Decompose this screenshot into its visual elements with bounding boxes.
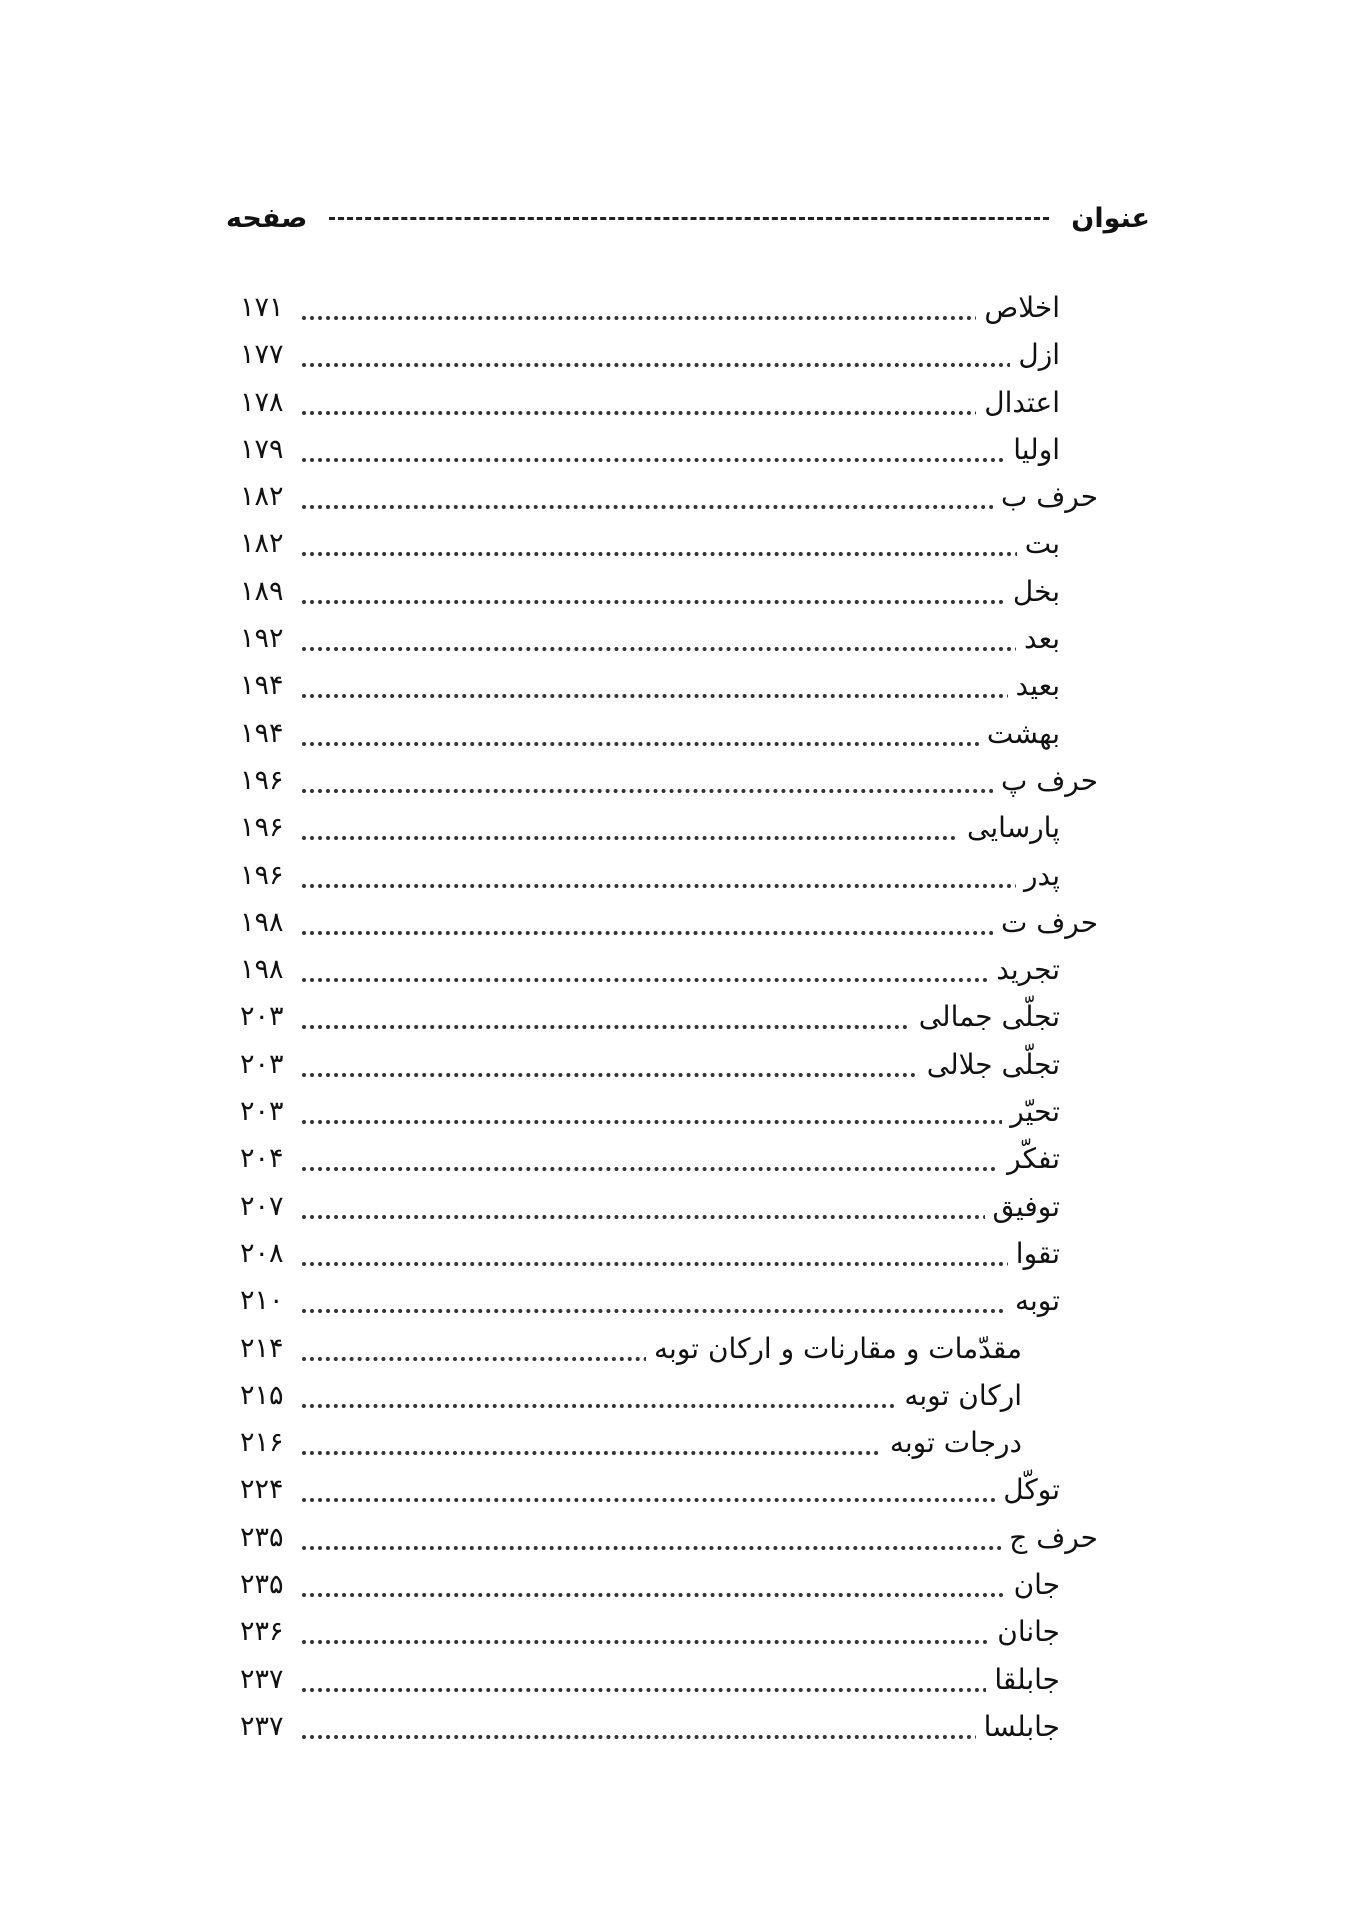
dot-leader — [302, 1167, 1060, 1171]
toc-entry-row[interactable] — [0, 1421, 1370, 1468]
toc-entry-title: پدر — [1016, 856, 1060, 896]
dot-leader — [302, 1309, 1060, 1313]
toc-page-number: ۲۰۳ — [240, 1001, 284, 1033]
dot-leader — [302, 411, 1060, 415]
toc-entry-title: بت — [1017, 524, 1060, 564]
toc-entry-title: حرف ب — [993, 477, 1098, 517]
toc-entry-title: حرف ت — [993, 903, 1098, 943]
toc-entry-title: توبه — [1007, 1281, 1060, 1321]
dot-leader — [302, 884, 1060, 888]
toc-entry-title: پارسایی — [959, 808, 1060, 848]
toc-entry-title: تجرید — [988, 950, 1060, 990]
toc-entry-title: تحیّر — [1002, 1092, 1060, 1132]
toc-entry-row[interactable] — [0, 570, 1370, 617]
toc-entry-title: جانان — [989, 1612, 1060, 1652]
toc-header — [226, 200, 1150, 236]
toc-page-number: ۲۱۶ — [240, 1427, 284, 1459]
toc-entry-title: بخل — [1005, 572, 1060, 612]
dot-leader — [302, 1735, 1060, 1739]
toc-entry-row[interactable] — [0, 1185, 1370, 1232]
dot-leader — [302, 836, 1060, 840]
toc-section-row[interactable] — [0, 1516, 1370, 1563]
toc-entry-row[interactable] — [0, 806, 1370, 853]
toc-entry-row[interactable] — [0, 1658, 1370, 1705]
toc-page-number: ۲۰۸ — [240, 1237, 284, 1269]
toc-entry-row[interactable] — [0, 1043, 1370, 1090]
dot-leader — [302, 1640, 1060, 1644]
toc-section-row[interactable] — [0, 475, 1370, 522]
dot-leader — [302, 552, 1060, 556]
toc-page-number: ۲۳۵ — [240, 1521, 284, 1553]
toc-entry-title: جابلقا — [986, 1660, 1060, 1700]
toc-entry-title: مقدّمات و مقارنات و ارکان توبه — [646, 1329, 1022, 1369]
toc-entry-title: تفکّر — [999, 1139, 1060, 1179]
toc-entry-row[interactable] — [0, 1327, 1370, 1374]
toc-page-number: ۲۳۷ — [240, 1663, 284, 1695]
dot-leader — [302, 363, 1060, 367]
toc-page-number: ۲۳۶ — [240, 1616, 284, 1648]
dot-leader — [302, 978, 1060, 982]
toc-entry-row[interactable] — [0, 522, 1370, 569]
toc-entry-title: توکّل — [995, 1470, 1060, 1510]
toc-page-number: ۱۹۸ — [240, 954, 284, 986]
toc-entry-title: توفیق — [985, 1187, 1060, 1227]
toc-entry-row[interactable] — [0, 1610, 1370, 1657]
dot-leader — [302, 1688, 1060, 1692]
toc-section-row[interactable] — [0, 759, 1370, 806]
toc-page-number: ۱۸۹ — [240, 575, 284, 607]
toc-entry-title: اخلاص — [976, 288, 1060, 328]
toc-entry-row[interactable] — [0, 1468, 1370, 1515]
toc-entry-row[interactable] — [0, 995, 1370, 1042]
dot-leader — [302, 789, 1098, 793]
toc-page-number: ۱۹۶ — [240, 859, 284, 891]
toc-page-number: ۲۱۴ — [240, 1332, 284, 1364]
toc-entry-title: تجلّی جلالی — [919, 1045, 1060, 1085]
dot-leader — [302, 647, 1060, 651]
toc-section-row[interactable] — [0, 901, 1370, 948]
toc-page-number: ۱۷۱ — [240, 292, 284, 323]
toc-entry-title: بهشت — [979, 714, 1060, 754]
dot-leader — [302, 1215, 1060, 1219]
toc-entry-row[interactable] — [0, 1279, 1370, 1326]
toc-page-number: ۲۰۳ — [240, 1096, 284, 1128]
toc-page-number: ۲۳۷ — [240, 1710, 284, 1742]
toc-page-number: ۲۰۷ — [240, 1190, 284, 1222]
dot-leader — [302, 458, 1060, 462]
toc-entry-title: بعید — [1008, 666, 1060, 706]
toc-entry-title: حرف ج — [1001, 1518, 1098, 1558]
toc-entry-row[interactable] — [0, 664, 1370, 711]
toc-page-number: ۱۷۸ — [240, 386, 284, 418]
dot-leader — [302, 505, 1098, 509]
toc-entry-title: اولیا — [1005, 430, 1060, 470]
dot-leader — [302, 694, 1060, 698]
toc-entry-title: ازل — [1010, 335, 1060, 375]
toc-entry-title: حرف پ — [993, 761, 1098, 801]
toc-page-number: ۲۰۳ — [240, 1048, 284, 1080]
toc-page-number: ۱۹۴ — [240, 670, 284, 702]
header-page-label: صفحه — [226, 202, 308, 234]
toc-page-number: ۲۱۵ — [240, 1379, 284, 1411]
dot-leader — [302, 1120, 1060, 1124]
toc-entry-row[interactable] — [0, 428, 1370, 475]
toc-list — [0, 286, 1370, 1752]
toc-entry-row[interactable] — [0, 286, 1370, 333]
toc-page-number: ۲۱۰ — [240, 1285, 284, 1317]
toc-page-number: ۱۸۲ — [240, 481, 284, 513]
toc-page-number: ۱۷۹ — [240, 433, 284, 465]
toc-entry-row[interactable] — [0, 1090, 1370, 1137]
toc-entry-title: جابلسا — [976, 1707, 1060, 1747]
toc-entry-row[interactable] — [0, 617, 1370, 664]
toc-page-number: ۱۹۶ — [240, 812, 284, 844]
dot-leader — [302, 1498, 1060, 1502]
toc-entry-row[interactable] — [0, 1705, 1370, 1752]
dot-leader — [302, 1593, 1060, 1597]
toc-entry-row[interactable] — [0, 854, 1370, 901]
toc-page-number: ۱۷۷ — [240, 339, 284, 371]
toc-page-number: ۲۰۴ — [240, 1143, 284, 1175]
toc-page-number: ۲۳۵ — [240, 1569, 284, 1601]
toc-entry-row[interactable] — [0, 712, 1370, 759]
toc-page-number: ۲۲۴ — [240, 1474, 284, 1506]
toc-entry-row[interactable] — [0, 948, 1370, 995]
toc-page-number: ۱۸۲ — [240, 528, 284, 560]
toc-entry-title: بعد — [1016, 619, 1060, 659]
header-dash-divider — [329, 217, 1049, 220]
dot-leader — [302, 931, 1098, 935]
toc-entry-title: تجلّی جمالی — [911, 997, 1060, 1037]
toc-entry-row[interactable] — [0, 1137, 1370, 1184]
dot-leader — [302, 316, 1060, 320]
toc-entry-row[interactable] — [0, 1374, 1370, 1421]
toc-page-number: ۱۹۴ — [240, 717, 284, 749]
toc-entry-title: جان — [1006, 1565, 1060, 1605]
header-title-label: عنوان — [1071, 202, 1150, 234]
toc-page-number: ۱۹۲ — [240, 623, 284, 655]
toc-entry-row[interactable] — [0, 1232, 1370, 1279]
toc-page-number: ۱۹۶ — [240, 764, 284, 796]
toc-page-number: ۱۹۸ — [240, 906, 284, 938]
dot-leader — [302, 600, 1060, 604]
toc-entry-title: ارکان توبه — [896, 1376, 1022, 1416]
toc-entry-title: درجات توبه — [882, 1423, 1022, 1463]
dot-leader — [302, 1262, 1060, 1266]
toc-entry-row[interactable] — [0, 1563, 1370, 1610]
toc-entry-row[interactable] — [0, 381, 1370, 428]
dot-leader — [302, 742, 1060, 746]
toc-entry-title: اعتدال — [976, 383, 1060, 423]
toc-entry-title: تقوا — [1008, 1234, 1060, 1274]
toc-entry-row[interactable] — [0, 333, 1370, 380]
dot-leader — [302, 1546, 1098, 1550]
